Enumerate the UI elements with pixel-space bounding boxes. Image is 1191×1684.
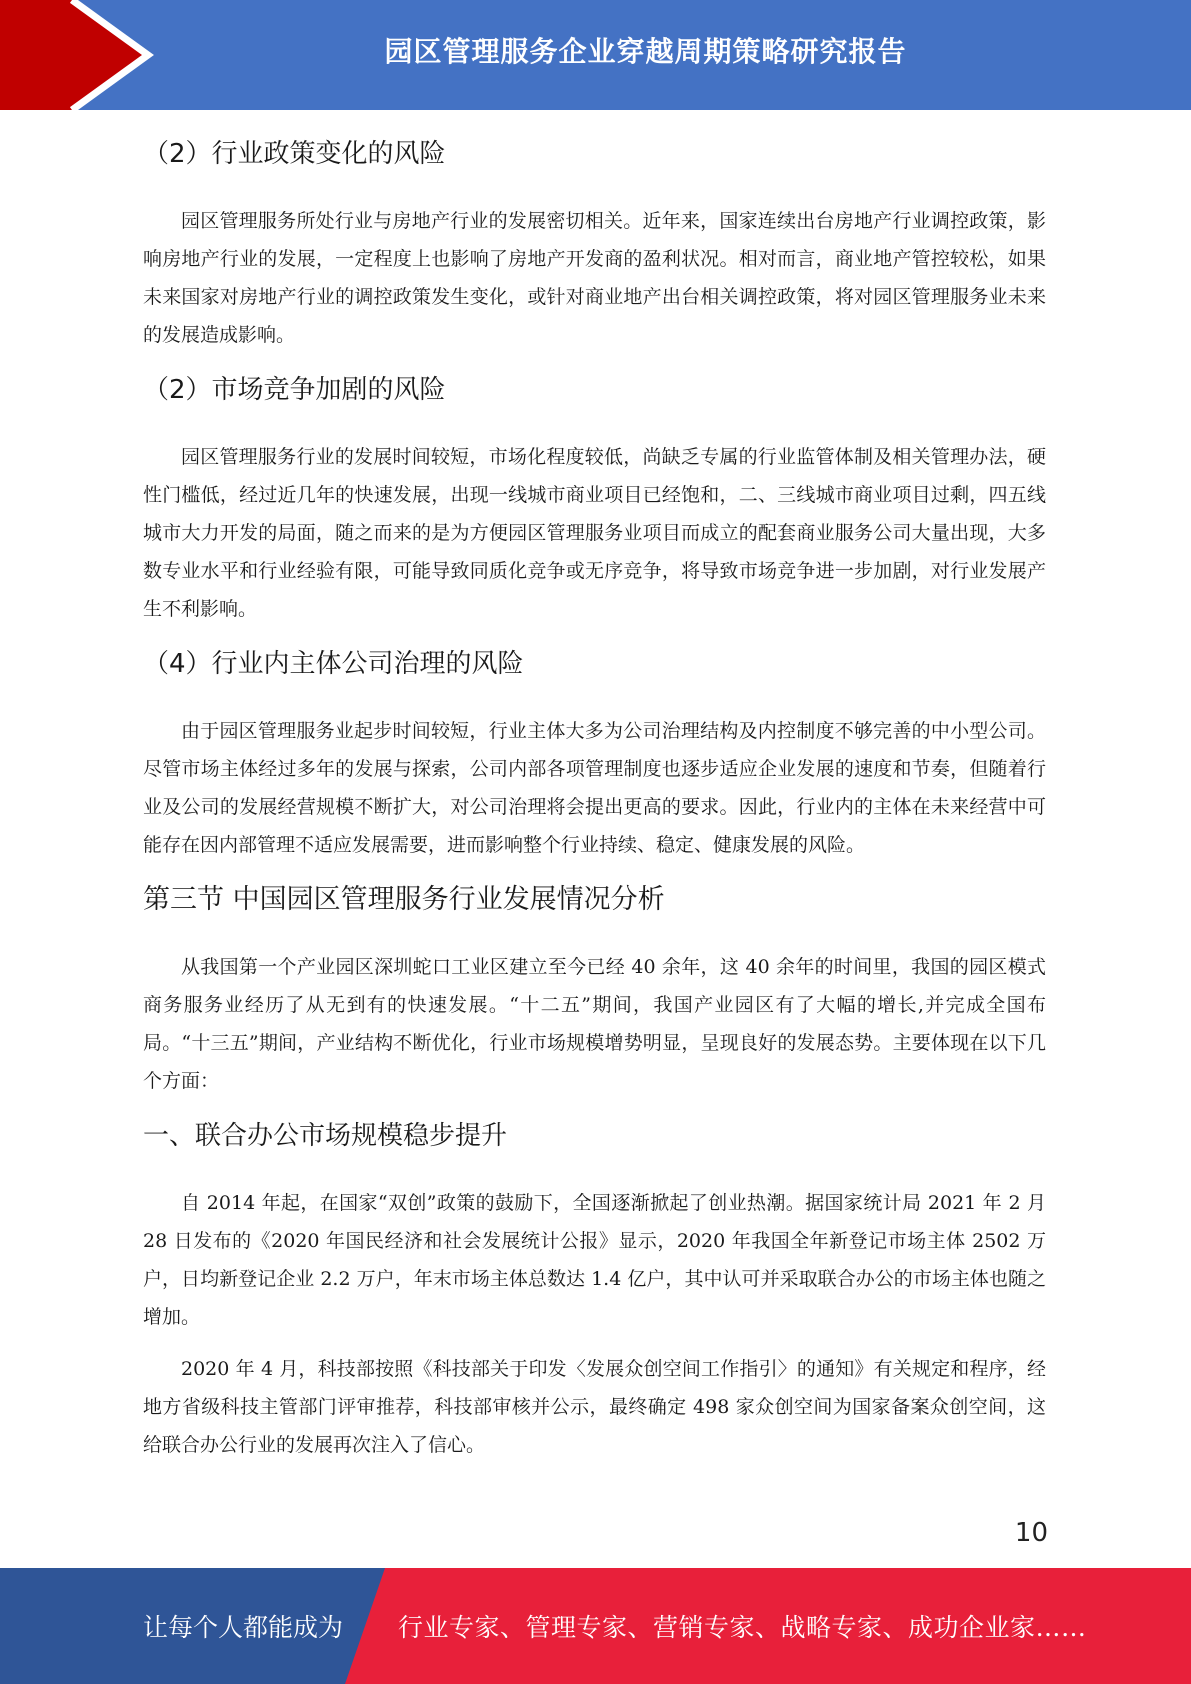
page-content	[143, 122, 1046, 1478]
report-title: 园区管理服务企业穿越周期策略研究报告	[384, 35, 907, 68]
footer-slogan-left: 让每个人都能成为	[143, 1613, 344, 1642]
paragraph: 园区管理服务行业的发展时间较短，市场化程度较低，尚缺乏专属的行业监管体制及相关管理办法，硬性门槛低，经过近几年的快速发展，出现一线城市商业项目已经饱和，二、三线城市商业项目过剩，四五线城市大力开发的局面，随之而来的是为方便园区管理服务业项目而成立的配套商业服务公司大量出现，大多数专业水平和行业经验有限，可能导致同质化竞争或无序竞争，将导致市场竞争进一步加剧，对行业发展产生不利影响。	[143, 446, 1046, 620]
paragraph: 园区管理服务所处行业与房地产行业的发展密切相关。近年来，国家连续出台房地产行业调控政策，影响房地产行业的发展，一定程度上也影响了房地产开发商的盈利状况。相对而言，商业地产管控较松，如果未来国家对房地产行业的调控政策发生变化，或针对商业地产出台相关调控政策，将对园区管理服务业未来的发展造成影响。	[143, 210, 1046, 346]
paragraph: 2020 年 4 月，科技部按照《科技部关于印发〈发展众创空间工作指引〉的通知》有关规定和程序，经地方省级科技主管部门评审推荐，科技部审核并公示，最终确定 498 家众创空间为国家备案众创空间，这给联合办公行业的发展再次注入了信心。	[143, 1358, 1046, 1456]
section-heading-policy-risk: （2）行业政策变化的风险	[143, 139, 446, 169]
paragraph: 从我国第一个产业园区深圳蛇口工业区建立至今已经 40 余年，这 40 余年的时间里，我国的园区模式商务服务业经历了从无到有的快速发展。“十二五”期间，我国产业园区有了大幅的增长,并完成全国布局。“十三五”期间，产业结构不断优化，行业市场规模增势明显，呈现良好的发展态势。主要体现在以下几个方面：	[143, 956, 1046, 1092]
page-footer	[0, 1568, 1191, 1684]
paragraph: 自 2014 年起，在国家“双创”政策的鼓励下，全国逐渐掀起了创业热潮。据国家统计局 2021 年 2 月 28 日发布的《2020 年国民经济和社会发展统计公报》显示，2020 年我国全年新登记市场主体 2502 万户，日均新登记企业 2.2 万户，年末市场主体总数达 1.4 亿户，其中认可并采取联合办公的市场主体也随之增加。	[143, 1192, 1046, 1328]
chapter-heading: 第三节 中国园区管理服务行业发展情况分析	[143, 884, 665, 915]
header-chevron-icon	[0, 0, 160, 110]
subsection-heading: 一、联合办公市场规模稳步提升	[143, 1121, 508, 1151]
footer-slogan-right: 行业专家、管理专家、营销专家、战略专家、成功企业家……	[398, 1613, 1087, 1642]
section-heading-governance-risk: （4）行业内主体公司治理的风险	[143, 649, 524, 679]
paragraph: 由于园区管理服务业起步时间较短，行业主体大多为公司治理结构及内控制度不够完善的中小型公司。尽管市场主体经过多年的发展与探索，公司内部各项管理制度也逐步适应企业发展的速度和节奏，但随着行业及公司的发展经营规模不断扩大，对公司治理将会提出更高的要求。因此，行业内的主体在未来经营中可能存在因内部管理不适应发展需要，进而影响整个行业持续、稳定、健康发展的风险。	[143, 720, 1046, 856]
section-heading-competition-risk: （2）市场竞争加剧的风险	[143, 375, 446, 405]
page-header	[0, 0, 1191, 110]
page-number: 10	[1014, 1518, 1048, 1548]
